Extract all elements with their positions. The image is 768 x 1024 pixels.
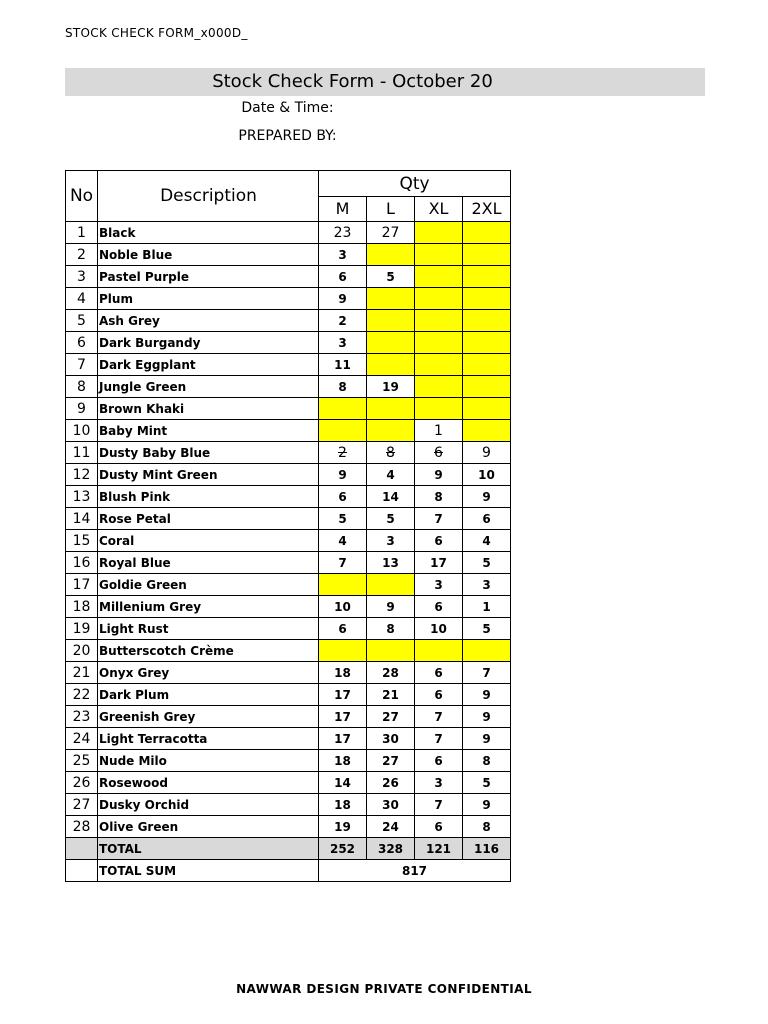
row-number: 25 (66, 750, 98, 772)
qty-cell-l: 30 (367, 794, 415, 816)
qty-cell-l (367, 310, 415, 332)
table-row (66, 684, 511, 706)
total-l: 328 (367, 838, 415, 860)
table-row (66, 376, 511, 398)
row-description: Butterscotch Crème (98, 640, 319, 662)
qty-cell-2xl: 9 (463, 706, 511, 728)
row-number: 11 (66, 442, 98, 464)
qty-cell-m: 9 (319, 288, 367, 310)
qty-cell-2xl: 8 (463, 750, 511, 772)
table-row (66, 244, 511, 266)
table-row (66, 596, 511, 618)
row-description: Light Terracotta (98, 728, 319, 750)
qty-cell-xl: 6 (415, 816, 463, 838)
table-row (66, 816, 511, 838)
qty-cell-xl (415, 266, 463, 288)
qty-cell-2xl (463, 222, 511, 244)
row-description: Nude Milo (98, 750, 319, 772)
qty-cell-m: 6 (319, 266, 367, 288)
row-number: 26 (66, 772, 98, 794)
qty-cell-m: 3 (319, 244, 367, 266)
table-row (66, 222, 511, 244)
size-header-xl: XL (415, 197, 463, 222)
qty-cell-l (367, 332, 415, 354)
table-row (66, 486, 511, 508)
qty-cell-xl: 17 (415, 552, 463, 574)
qty-cell-2xl: 9 (463, 442, 511, 464)
qty-cell-l: 27 (367, 706, 415, 728)
size-header-2xl: 2XL (463, 197, 511, 222)
qty-cell-xl (415, 376, 463, 398)
row-description: Rosewood (98, 772, 319, 794)
total-label: TOTAL (98, 838, 319, 860)
row-description: Dark Burgandy (98, 332, 319, 354)
qty-cell-2xl: 10 (463, 464, 511, 486)
form-title: Stock Check Form - October 20 (212, 71, 493, 92)
qty-cell-l (367, 354, 415, 376)
qty-cell-l (367, 244, 415, 266)
qty-cell-2xl: 1 (463, 596, 511, 618)
date-time-label: Date & Time: (241, 100, 334, 116)
row-number: 18 (66, 596, 98, 618)
row-number: 1 (66, 222, 98, 244)
row-number: 14 (66, 508, 98, 530)
qty-cell-xl: 7 (415, 706, 463, 728)
row-description: Baby Mint (98, 420, 319, 442)
qty-cell-xl: 1 (415, 420, 463, 442)
row-description: Onyx Grey (98, 662, 319, 684)
row-number: 15 (66, 530, 98, 552)
qty-cell-xl (415, 398, 463, 420)
qty-cell-2xl: 5 (463, 772, 511, 794)
row-number: 24 (66, 728, 98, 750)
qty-cell-l: 14 (367, 486, 415, 508)
qty-cell-xl: 7 (415, 508, 463, 530)
qty-cell-m: 10 (319, 596, 367, 618)
row-number: 19 (66, 618, 98, 640)
table-row (66, 332, 511, 354)
qty-cell-m: 19 (319, 816, 367, 838)
qty-cell-2xl (463, 376, 511, 398)
qty-cell-xl: 6 (415, 596, 463, 618)
qty-cell-m (319, 574, 367, 596)
table-row (66, 706, 511, 728)
table-row (66, 552, 511, 574)
qty-cell-l: 30 (367, 728, 415, 750)
row-description: Royal Blue (98, 552, 319, 574)
qty-cell-m: 17 (319, 706, 367, 728)
qty-cell-m: 9 (319, 464, 367, 486)
table-row (66, 398, 511, 420)
table-row (66, 288, 511, 310)
row-description: Coral (98, 530, 319, 552)
confidential-footer: NAWWAR DESIGN PRIVATE CONFIDENTIAL (236, 982, 532, 996)
qty-cell-xl (415, 310, 463, 332)
table-row (66, 574, 511, 596)
table-row (66, 662, 511, 684)
qty-cell-xl (415, 222, 463, 244)
row-description: Black (98, 222, 319, 244)
qty-cell-xl (415, 354, 463, 376)
row-description: Blush Pink (98, 486, 319, 508)
row-number: 7 (66, 354, 98, 376)
document-header: STOCK CHECK FORM_x000D_ (65, 26, 248, 40)
qty-cell-2xl (463, 266, 511, 288)
qty-cell-m: 5 (319, 508, 367, 530)
row-description: Dark Eggplant (98, 354, 319, 376)
qty-cell-l: 26 (367, 772, 415, 794)
qty-cell-m: 11 (319, 354, 367, 376)
qty-cell-l (367, 420, 415, 442)
table-row (66, 750, 511, 772)
table-row (66, 772, 511, 794)
qty-cell-xl: 6 (415, 442, 463, 464)
qty-cell-2xl: 9 (463, 728, 511, 750)
size-header-l: L (367, 197, 415, 222)
total-sum-no-cell (66, 860, 98, 882)
qty-cell-m: 17 (319, 728, 367, 750)
row-number: 16 (66, 552, 98, 574)
column-header-no: No (66, 171, 98, 222)
total-2xl: 116 (463, 838, 511, 860)
table-row (66, 640, 511, 662)
qty-cell-xl: 3 (415, 772, 463, 794)
table-row (66, 618, 511, 640)
qty-cell-2xl: 4 (463, 530, 511, 552)
qty-cell-2xl: 9 (463, 486, 511, 508)
row-description: Millenium Grey (98, 596, 319, 618)
qty-cell-l: 13 (367, 552, 415, 574)
total-m: 252 (319, 838, 367, 860)
qty-cell-xl (415, 288, 463, 310)
qty-cell-m (319, 640, 367, 662)
qty-cell-l: 27 (367, 750, 415, 772)
column-header-description: Description (98, 171, 319, 222)
qty-cell-m: 3 (319, 332, 367, 354)
row-number: 4 (66, 288, 98, 310)
qty-cell-2xl (463, 354, 511, 376)
table-row (66, 464, 511, 486)
qty-cell-l: 5 (367, 266, 415, 288)
qty-cell-m: 14 (319, 772, 367, 794)
qty-cell-m: 8 (319, 376, 367, 398)
qty-cell-m: 2 (319, 442, 367, 464)
table-row (66, 420, 511, 442)
qty-cell-xl: 7 (415, 728, 463, 750)
row-description: Brown Khaki (98, 398, 319, 420)
qty-cell-l: 3 (367, 530, 415, 552)
stock-table (65, 170, 511, 882)
row-description: Goldie Green (98, 574, 319, 596)
table-row (66, 354, 511, 376)
table-row (66, 266, 511, 288)
qty-cell-xl: 9 (415, 464, 463, 486)
qty-cell-l: 9 (367, 596, 415, 618)
row-description: Jungle Green (98, 376, 319, 398)
row-number: 22 (66, 684, 98, 706)
row-number: 5 (66, 310, 98, 332)
row-number: 8 (66, 376, 98, 398)
qty-cell-l (367, 574, 415, 596)
qty-cell-2xl: 9 (463, 684, 511, 706)
qty-cell-l: 19 (367, 376, 415, 398)
table-row (66, 530, 511, 552)
column-header-qty: Qty (319, 171, 511, 197)
qty-cell-m: 2 (319, 310, 367, 332)
title-bar (65, 68, 705, 96)
qty-cell-2xl: 5 (463, 618, 511, 640)
row-number: 13 (66, 486, 98, 508)
qty-cell-xl: 6 (415, 684, 463, 706)
qty-cell-xl: 3 (415, 574, 463, 596)
qty-cell-l: 8 (367, 618, 415, 640)
qty-cell-2xl (463, 332, 511, 354)
qty-cell-2xl: 9 (463, 794, 511, 816)
qty-cell-m: 6 (319, 486, 367, 508)
row-description: Olive Green (98, 816, 319, 838)
qty-cell-2xl (463, 310, 511, 332)
qty-cell-m: 23 (319, 222, 367, 244)
row-description: Dusky Orchid (98, 794, 319, 816)
table-body (66, 222, 511, 838)
qty-cell-l: 28 (367, 662, 415, 684)
qty-cell-m: 6 (319, 618, 367, 640)
row-number: 17 (66, 574, 98, 596)
qty-cell-xl (415, 244, 463, 266)
row-description: Plum (98, 288, 319, 310)
total-row-no-cell (66, 838, 98, 860)
row-number: 9 (66, 398, 98, 420)
qty-cell-xl (415, 332, 463, 354)
row-description: Dusty Baby Blue (98, 442, 319, 464)
row-number: 21 (66, 662, 98, 684)
qty-cell-xl: 10 (415, 618, 463, 640)
table-row (66, 794, 511, 816)
qty-cell-l: 24 (367, 816, 415, 838)
qty-cell-2xl (463, 420, 511, 442)
total-xl: 121 (415, 838, 463, 860)
row-number: 23 (66, 706, 98, 728)
qty-cell-l: 21 (367, 684, 415, 706)
row-number: 3 (66, 266, 98, 288)
qty-cell-2xl (463, 398, 511, 420)
table-row (66, 442, 511, 464)
qty-cell-l: 8 (367, 442, 415, 464)
qty-cell-m: 18 (319, 794, 367, 816)
row-number: 28 (66, 816, 98, 838)
qty-cell-2xl (463, 288, 511, 310)
qty-cell-2xl: 5 (463, 552, 511, 574)
qty-cell-l (367, 640, 415, 662)
qty-cell-m (319, 420, 367, 442)
row-number: 12 (66, 464, 98, 486)
row-description: Dusty Mint Green (98, 464, 319, 486)
qty-cell-xl: 6 (415, 530, 463, 552)
row-number: 20 (66, 640, 98, 662)
row-number: 6 (66, 332, 98, 354)
qty-cell-2xl (463, 244, 511, 266)
qty-cell-m: 4 (319, 530, 367, 552)
qty-cell-xl (415, 640, 463, 662)
row-description: Light Rust (98, 618, 319, 640)
qty-cell-m: 17 (319, 684, 367, 706)
qty-cell-l (367, 398, 415, 420)
qty-cell-xl: 7 (415, 794, 463, 816)
prepared-by-label: PREPARED BY: (238, 128, 337, 144)
qty-cell-2xl (463, 640, 511, 662)
qty-cell-m: 18 (319, 750, 367, 772)
qty-cell-m (319, 398, 367, 420)
total-sum-value: 817 (319, 860, 511, 882)
qty-cell-2xl: 7 (463, 662, 511, 684)
qty-cell-l: 27 (367, 222, 415, 244)
qty-cell-2xl: 8 (463, 816, 511, 838)
qty-cell-2xl: 6 (463, 508, 511, 530)
row-description: Greenish Grey (98, 706, 319, 728)
qty-cell-l: 4 (367, 464, 415, 486)
qty-cell-m: 18 (319, 662, 367, 684)
size-header-m: M (319, 197, 367, 222)
row-number: 27 (66, 794, 98, 816)
table-row (66, 310, 511, 332)
qty-cell-l: 5 (367, 508, 415, 530)
row-description: Ash Grey (98, 310, 319, 332)
qty-cell-2xl: 3 (463, 574, 511, 596)
total-sum-label: TOTAL SUM (98, 860, 319, 882)
row-description: Noble Blue (98, 244, 319, 266)
qty-cell-xl: 8 (415, 486, 463, 508)
row-number: 2 (66, 244, 98, 266)
row-description: Dark Plum (98, 684, 319, 706)
qty-cell-m: 7 (319, 552, 367, 574)
qty-cell-xl: 6 (415, 662, 463, 684)
table-row (66, 728, 511, 750)
row-description: Pastel Purple (98, 266, 319, 288)
qty-cell-xl: 6 (415, 750, 463, 772)
qty-cell-l (367, 288, 415, 310)
table-row (66, 508, 511, 530)
row-description: Rose Petal (98, 508, 319, 530)
row-number: 10 (66, 420, 98, 442)
